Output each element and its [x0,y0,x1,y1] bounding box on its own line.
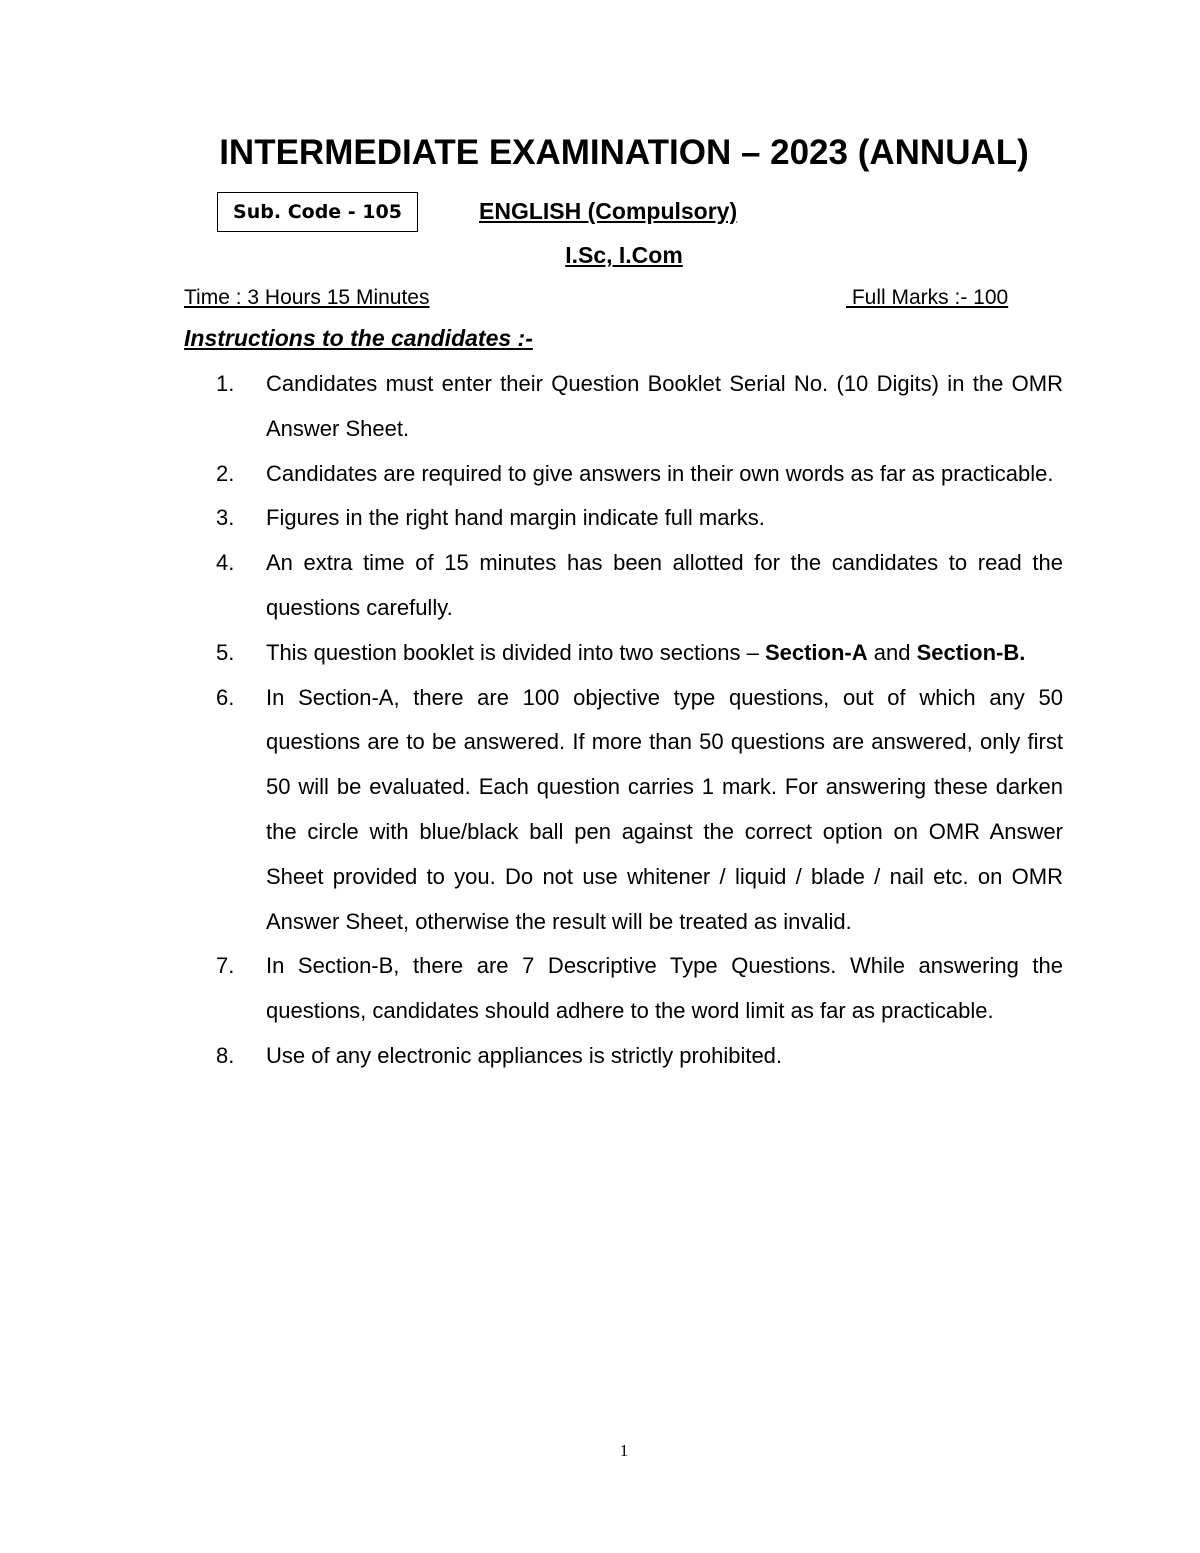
item-number: 5. [216,639,235,665]
item-text: Use of any electronic appliances is strictly prohibited. [266,1042,783,1068]
item-text [266,631,1063,676]
item-number: 2. [216,460,235,486]
instructions-list [216,362,1063,1079]
subject-name: ENGLISH (Compulsory) [479,198,738,224]
list-item [216,452,1063,497]
item-number: 3. [216,505,235,531]
section-a-label: Section-A [764,639,868,665]
item-number: 6. [216,684,235,710]
list-item [216,362,1063,452]
item-text: Figures in the right hand margin indicate full marks. [266,505,765,531]
full-marks: Full Marks :- 100 [846,286,1009,309]
stream-label: I.Sc, I.Com [565,242,683,268]
item-text-part: This question booklet is divided into two sections – [266,639,765,665]
time-allowed: Time : 3 Hours 15 Minutes [184,286,430,309]
item-number: 7. [216,953,235,979]
item-number: 1. [216,371,235,396]
list-item [216,631,1063,676]
item-text: Candidates are required to give answers in their own words as far as practicable. [266,460,1054,486]
exam-title: INTERMEDIATE EXAMINATION – 2023 (ANNUAL) [219,133,1029,172]
item-text: An extra time of 15 minutes has been allotted for the candidates to read the questions carefully. [266,550,1063,620]
section-b-label: Section-B. [916,639,1026,665]
list-item [216,944,1063,1034]
list-item [216,541,1063,631]
item-number: 8. [216,1042,235,1068]
item-number: 4. [216,550,235,576]
instructions-heading: Instructions to the candidates :- [184,325,533,351]
list-item [216,1034,1063,1079]
item-text: In Section-A, there are 100 objective type questions, out of which any 50 questions are to be answered. If more than 50 questions are answered, only first 50 will be evaluated. Each question carries 1 mark. For answering these darken the circle with blue/black ball pen against the correct option on OMR Answer Sheet provided to you. Do not use whitener / liquid / blade / nail etc. on OMR Answer Sheet, otherwise the result will be treated as invalid. [266,684,1063,934]
item-text: Candidates must enter their Question Booklet Serial No. (10 Digits) in the OMR Answer Sheet. [266,371,1063,441]
page-number: 1 [619,1441,629,1460]
item-text: In Section-B, there are 7 Descriptive Type Questions. While answering the questions, candidates should adhere to the word limit as far as practicable. [266,953,1063,1024]
item-text-part: and [867,639,917,665]
subject-code-box: Sub. Code - 105 [217,192,418,232]
list-item [216,496,1063,541]
list-item [216,676,1063,945]
